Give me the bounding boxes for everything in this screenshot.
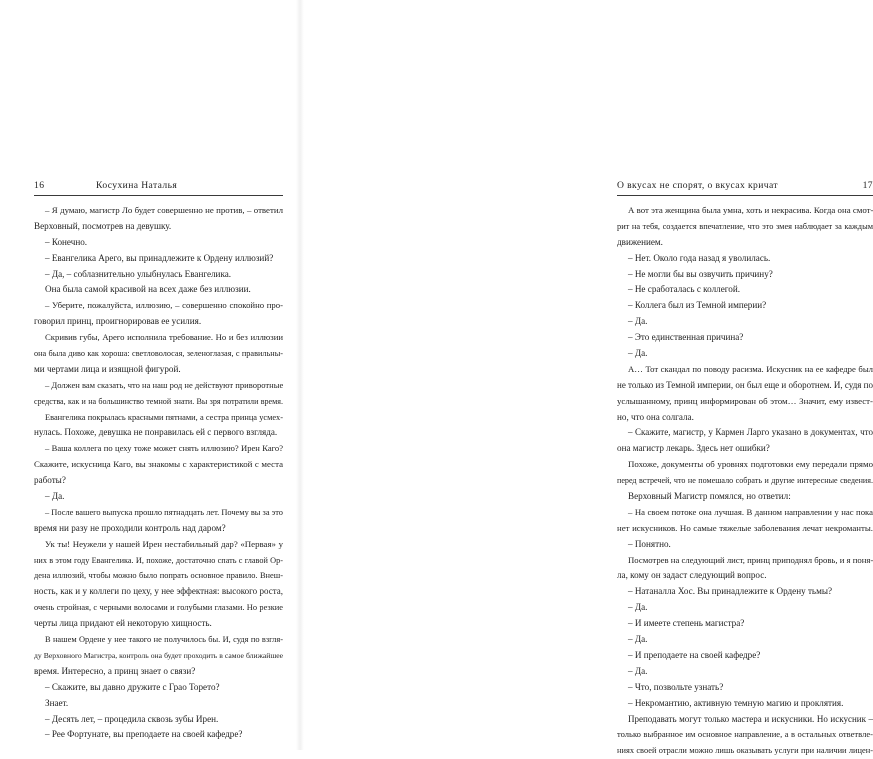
text-line: ниях своей отрасли можно лишь оказывать услуги при наличии лицен- [617, 746, 873, 756]
right-header-rule [617, 195, 873, 196]
text-line: – На своем потоке она лучшая. В данном направлении у нас пока [628, 506, 873, 517]
text-line: черты лица придают ей некоторую хищность. [34, 618, 212, 629]
text-line: очень стройная, с черными волосами и голубыми глазами. Но резкие [34, 603, 283, 613]
text-line: – Да. [628, 316, 648, 327]
text-line: она магистр лекарь. Здесь нет ошибки? [617, 443, 770, 454]
text-line: Скажите, искусница Каго, вы знакомы с характеристикой с места [34, 459, 283, 470]
text-line: – Ваша коллега по цеху тоже может снять иллюзию? Ирен Каго? [45, 443, 283, 454]
text-line: – Скажите, вы давно дружите с Грао Торето? [45, 681, 220, 692]
text-line: А… Тот скандал по поводу расизма. Искусник на ее кафедре был [628, 363, 873, 374]
left-header-rule [34, 195, 283, 196]
text-line: услышанному, принц информирован об этом… Значит, ему извест- [617, 395, 873, 406]
text-line: говорил принц, проигнорировав ее усилия. [34, 316, 202, 327]
text-line: дена иллюзий, чтобы можно было попрать основное правило. Внеш- [34, 571, 283, 581]
text-line: время. Интересно, а принц знает о связи? [34, 665, 196, 676]
text-line: ду Верховного Магистра, контроль она будет проходить в самое ближайшее [34, 650, 283, 660]
text-line: Преподавать могут только мастера и искусники. Но искусник – [628, 713, 873, 724]
text-line: ми чертами лица и изящной фигурой. [34, 363, 181, 374]
text-line: – Да. [45, 491, 65, 502]
text-line: – Коллега был из Темной империи? [628, 300, 767, 311]
text-line: Похоже, документы об уровнях подготовки ему передали прямо [628, 459, 873, 470]
text-line: – Уберите, пожалуйста, иллюзию, – совершенно спокойно про- [45, 300, 283, 311]
text-line: время ни разу не проходили контроль над даром? [34, 522, 226, 533]
text-line: них в этом году Евангелика. И, похоже, достаточно спать с главой Ор- [34, 555, 283, 565]
text-line: – И имеете степень магистра? [628, 618, 745, 629]
text-line: – Конечно. [45, 236, 88, 247]
text-line: – Да, – соблазнительно улыбнулась Евангелика. [45, 268, 232, 279]
right-page-header [617, 178, 873, 194]
text-line: Скривив губы, Арего исполнила требование. Но и без иллюзии [45, 332, 283, 343]
text-line: – Да. [628, 634, 648, 645]
text-line: А вот эта женщина была умна, хоть и некрасива. Когда она смот- [628, 205, 873, 215]
text-line: – Скажите, магистр, у Кармен Ларго указано в документах, что [628, 427, 873, 438]
text-line: но, что она солгала. [617, 411, 694, 422]
text-line: – Рее Фортунате, вы преподаете на своей кафедре? [45, 729, 243, 740]
text-line: – Понятно. [628, 538, 671, 549]
text-line: нет искусников. Но самые тяжелые заболевания лечат некроманты. [617, 522, 873, 533]
text-line: – Десять лет, – процедила сквозь зубы Ирен. [45, 713, 219, 724]
left-page [0, 0, 300, 750]
right-running-head: О вкусах не спорят, о вкусах кричат [617, 180, 778, 191]
text-line: – Некромантию, активную темную магию и проклятия. [628, 697, 844, 708]
text-line: – Да. [628, 348, 648, 359]
text-line: она была диво как хороша: светловолосая, зеленоглазая, с правильны- [34, 349, 283, 359]
text-line: работы? [34, 475, 66, 486]
text-line: Она была самой красивой на всех даже без иллюзии. [45, 284, 251, 295]
text-line: Ук ты! Неужели у нашей Ирен нестабильный дар? «Первая» у [45, 538, 283, 549]
text-line: Знает. [45, 697, 69, 708]
text-line: – Это единственная причина? [628, 332, 744, 343]
right-page-number: 17 [862, 180, 873, 191]
text-line: не только из Темной империи, он был еще и оборотнем. И, судя по [617, 379, 873, 390]
text-line: нулась. Похоже, девушка не понравилась ей с первого взгляда. [34, 427, 278, 438]
text-line: – Я думаю, магистр Ло будет совершенно не против, – ответил [45, 205, 283, 215]
text-line: – Да. [628, 665, 648, 676]
text-line: движением. [617, 236, 663, 247]
right-page-text [617, 203, 873, 759]
text-line: – Нет. Около года назад я уволилась. [628, 252, 771, 263]
text-line: В нашем Ордене у нее такого не получилось бы. И, судя по взгля- [45, 635, 283, 645]
text-line: – Да. [628, 602, 648, 613]
text-line: – Натаналла Хос. Вы принадлежите к Ордену тьмы? [628, 586, 833, 597]
text-line: перед встречей, что не помешало собрать и другие интересные сведения. [617, 476, 873, 486]
text-line: рит на тебя, создается впечатление, что это змея наблюдает за каждым [617, 221, 873, 231]
text-line: – Евангелика Арего, вы принадлежите к Ордену иллюзий? [45, 252, 274, 263]
text-line: только выбранное им основное направление, а в остальных ответвле- [617, 729, 873, 740]
text-line: – После вашего выпуска прошло пятнадцать лет. Почему вы за это [45, 507, 283, 517]
left-running-head: Косухина Наталья [96, 180, 178, 191]
text-line: – И преподаете на своей кафедре? [628, 649, 761, 660]
text-line: Верховный Магистр помялся, но ответил: [628, 491, 791, 502]
left-page-text [34, 203, 283, 743]
text-line: – Что, позвольте узнать? [628, 681, 724, 692]
right-page [300, 0, 873, 756]
text-line: Евангелика покрылась красными пятнами, а сестра принца усмех- [45, 412, 283, 422]
text-line: средства, как и на большинство темной знати. Вы зря потратили время. [34, 396, 283, 406]
text-line: Верховный, посмотрев на девушку. [34, 220, 172, 231]
text-line: – Не сработалась с коллегой. [628, 284, 740, 295]
text-line: – Должен вам сказать, что на наш род не действуют приворотные [45, 379, 284, 390]
text-line: ность, как и у коллеги по цеху, у нее эффектная: высокого роста, [34, 586, 283, 597]
text-line: – Не могли бы вы озвучить причину? [628, 268, 773, 279]
left-page-number: 16 [34, 180, 45, 191]
left-page-header [34, 178, 283, 194]
text-line: ла, кому он задаст следующий вопрос. [617, 570, 767, 581]
text-line: Посмотрев на следующий лист, принц приподнял бровь, и я поня- [628, 554, 873, 565]
